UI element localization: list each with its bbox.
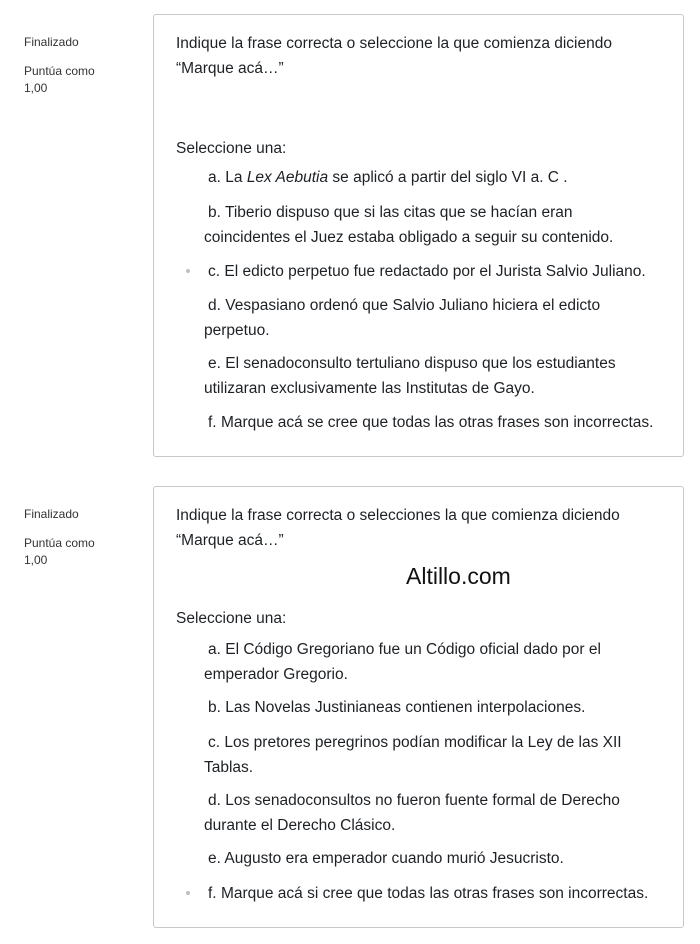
answer-option-a[interactable] [204, 637, 674, 687]
option-text: Marque acá si cree que todas las otras frases son incorrectas. [220, 885, 649, 902]
answer-option-b[interactable] [204, 200, 674, 250]
grade-label: Puntúa como [24, 536, 95, 550]
watermark-text: Altillo.com [406, 563, 511, 589]
option-text-emphasis: Lex Aebutia [246, 169, 329, 186]
option-text: perpetuo. [204, 322, 270, 339]
answer-prompt: Seleccione una: [176, 140, 287, 157]
option-letter: d. [208, 297, 221, 314]
answer-option-d[interactable] [204, 788, 674, 838]
option-letter: a. [208, 169, 221, 186]
option-text: Tiberio dispuso que si las citas que se hacían eran [224, 204, 573, 221]
option-text: Tablas. [204, 759, 254, 776]
grade-value: 1,00 [24, 81, 48, 95]
option-letter: c. [208, 263, 221, 280]
option-letter: e. [208, 850, 221, 867]
question-info [24, 506, 134, 569]
option-text: se aplicó a partir del siglo VI a. C . [328, 169, 568, 186]
option-text: durante el Derecho Clásico. [204, 817, 396, 834]
question-text-line: “Marque acá…” [176, 532, 284, 549]
question-content [153, 14, 684, 457]
option-text: La [225, 169, 247, 186]
option-letter: f. [208, 885, 217, 902]
option-text: Las Novelas Justinianeas contienen interpolaciones. [225, 699, 586, 716]
answer-option-e[interactable] [204, 846, 674, 871]
option-letter: c. [208, 734, 221, 751]
selected-marker-icon [186, 269, 190, 273]
answer-option-a[interactable] [204, 165, 674, 190]
answer-option-e[interactable] [204, 351, 674, 401]
option-letter: b. [208, 699, 221, 716]
question-content [153, 486, 684, 928]
option-letter: f. [208, 414, 217, 431]
question-state: Finalizado [24, 507, 79, 521]
option-letter: d. [208, 792, 221, 809]
question-info [24, 34, 134, 97]
option-letter: b. [208, 204, 221, 221]
option-text: emperador Gregorio. [204, 666, 348, 683]
answer-option-f[interactable] [204, 881, 674, 906]
question-text [176, 503, 666, 553]
question-text-line: Indique la frase correcta o selecciones la que comienza diciendo [176, 507, 620, 524]
option-text: Los senadoconsultos no fueron fuente formal de Derecho [225, 792, 620, 809]
option-text: Vespasiano ordenó que Salvio Juliano hiciera el edicto [225, 297, 601, 314]
question-state: Finalizado [24, 35, 79, 49]
grade-label: Puntúa como [24, 64, 95, 78]
option-text: El Código Gregoriano fue un Código oficial dado por el [225, 641, 601, 658]
option-text: Augusto era emperador cuando murió Jesucristo. [224, 850, 564, 867]
question-text-line: Indique la frase correcta o seleccione la que comienza diciendo [176, 35, 612, 52]
question-text-line: “Marque acá…” [176, 60, 284, 77]
option-letter: a. [208, 641, 221, 658]
question-text [176, 31, 666, 81]
option-text: Los pretores peregrinos podían modificar la Ley de las XII [224, 734, 622, 751]
option-text: coincidentes el Juez estaba obligado a seguir su contenido. [204, 229, 614, 246]
answer-prompt: Seleccione una: [176, 610, 287, 627]
answer-option-c[interactable] [204, 730, 674, 780]
option-text: Marque acá se cree que todas las otras frases son incorrectas. [220, 414, 654, 431]
option-text: El edicto perpetuo fue redactado por el Jurista Salvio Juliano. [224, 263, 646, 280]
answer-option-c[interactable] [204, 259, 674, 284]
option-text: El senadoconsulto tertuliano dispuso que los estudiantes [225, 355, 616, 372]
answer-option-f[interactable] [204, 410, 674, 435]
option-letter: e. [208, 355, 221, 372]
grade-value: 1,00 [24, 553, 48, 567]
selected-marker-icon [186, 891, 190, 895]
option-text: utilizaran exclusivamente las Institutas de Gayo. [204, 380, 535, 397]
answer-option-b[interactable] [204, 695, 674, 720]
answer-option-d[interactable] [204, 293, 674, 343]
